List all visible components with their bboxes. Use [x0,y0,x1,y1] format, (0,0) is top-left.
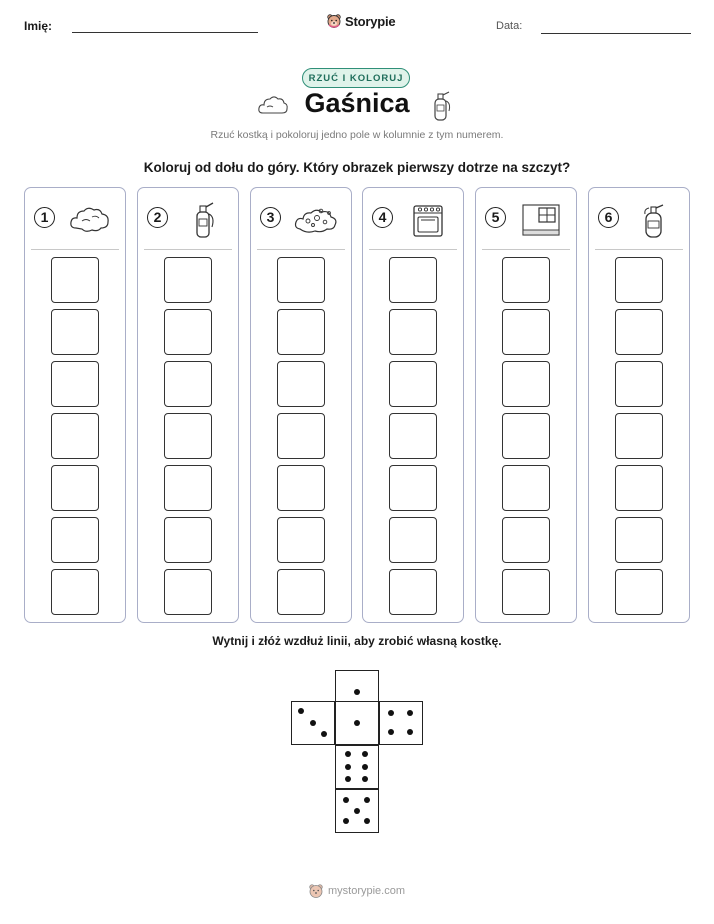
dice-pip [354,808,360,814]
column-5 [475,187,577,623]
color-box[interactable] [502,257,550,303]
color-box[interactable] [615,309,663,355]
column-divider [257,249,345,250]
column-divider [482,249,570,250]
dice-pip [343,797,349,803]
column-divider [31,249,119,250]
dice-pip [388,729,394,735]
footer-url[interactable]: mystorypie.com [328,885,406,897]
color-box[interactable] [164,361,212,407]
foam-cloud-icon [291,200,341,240]
column-number: 3 [260,207,281,228]
dice-pip [343,818,349,824]
dice-pip [407,729,413,735]
brand-name: Storypie [345,13,396,29]
color-box[interactable] [389,465,437,511]
gas-extinguisher-icon [629,200,679,240]
color-box[interactable] [615,569,663,615]
dice-pip [354,689,360,695]
date-label: Data: [496,20,523,32]
color-box[interactable] [502,465,550,511]
dice-face-6 [335,745,379,789]
column-6 [588,187,690,623]
brand-logo [326,13,395,29]
column-number: 4 [372,207,393,228]
color-box[interactable] [615,413,663,459]
name-line [72,32,258,33]
name-label: Imię: [24,19,53,33]
column-header [363,200,463,240]
color-box[interactable] [51,569,99,615]
color-box[interactable] [277,465,325,511]
color-box[interactable] [277,517,325,563]
dice-face-5 [335,789,379,833]
stove-oven-icon [403,200,453,240]
dice-face-4 [379,701,423,745]
column-header [476,200,576,240]
color-box[interactable] [277,361,325,407]
subtitle: Rzuć kostką i pokoloruj jedno pole w kolumnie z tym numerem. [210,129,504,141]
color-box[interactable] [502,569,550,615]
color-box[interactable] [51,517,99,563]
dice-pip [298,708,304,714]
color-box[interactable] [164,309,212,355]
color-box[interactable] [277,569,325,615]
cut-instruction: Wytnij i złóż wzdłuż linii, aby zrobić własną kostkę. [212,634,502,648]
instruction-heading: Koloruj od dołu do góry. Który obrazek pierwszy dotrze na szczyt? [143,160,571,175]
dice-pip [321,731,327,737]
column-number: 2 [147,207,168,228]
color-box[interactable] [51,257,99,303]
dice-pip [345,751,351,757]
color-box[interactable] [615,465,663,511]
dice-pip [345,776,351,782]
column-header [251,200,351,240]
column-divider [595,249,683,250]
color-box[interactable] [389,257,437,303]
color-box[interactable] [389,361,437,407]
dice-pip [362,751,368,757]
dice-pip [407,710,413,716]
dice-pip [362,764,368,770]
dice-pip [362,776,368,782]
color-box[interactable] [389,413,437,459]
column-header [138,200,238,240]
dice-pip [364,818,370,824]
activity-badge: RZUĆ I KOLORUJ [302,68,410,88]
column-divider [369,249,457,250]
color-box[interactable] [277,257,325,303]
column-header [25,200,125,240]
color-box[interactable] [502,309,550,355]
dice-pip [310,720,316,726]
color-box[interactable] [615,517,663,563]
color-box[interactable] [164,465,212,511]
column-number: 1 [34,207,55,228]
color-box[interactable] [615,361,663,407]
smoke-cloud-icon [65,200,115,240]
dice-face-3 [291,701,335,745]
column-4 [362,187,464,623]
color-box[interactable] [164,257,212,303]
dice-pip [364,797,370,803]
column-header [589,200,689,240]
column-2 [137,187,239,623]
color-box[interactable] [51,361,99,407]
page-title: Gaśnica [304,88,410,118]
fire-extinguisher-icon [428,89,454,123]
date-line [541,33,691,34]
color-box[interactable] [389,517,437,563]
dice-pip [388,710,394,716]
color-box[interactable] [51,413,99,459]
dice-pip [354,720,360,726]
color-box[interactable] [502,361,550,407]
column-1 [24,187,126,623]
column-3 [250,187,352,623]
dice-pip [345,764,351,770]
color-box[interactable] [277,413,325,459]
column-divider [144,249,232,250]
fire-extinguisher-icon [178,200,228,240]
color-box[interactable] [51,465,99,511]
color-box[interactable] [389,569,437,615]
bear-mascot-icon [326,13,342,29]
footer [308,883,405,899]
color-box[interactable] [164,413,212,459]
color-box[interactable] [51,309,99,355]
column-number: 5 [485,207,506,228]
wall-window-icon [516,200,566,240]
color-box[interactable] [502,413,550,459]
dice-face-1 [335,701,379,745]
color-box[interactable] [164,569,212,615]
color-box[interactable] [277,309,325,355]
color-box[interactable] [615,257,663,303]
color-box[interactable] [502,517,550,563]
color-box[interactable] [164,517,212,563]
column-number: 6 [598,207,619,228]
bear-mascot-icon [308,883,324,899]
color-box[interactable] [389,309,437,355]
